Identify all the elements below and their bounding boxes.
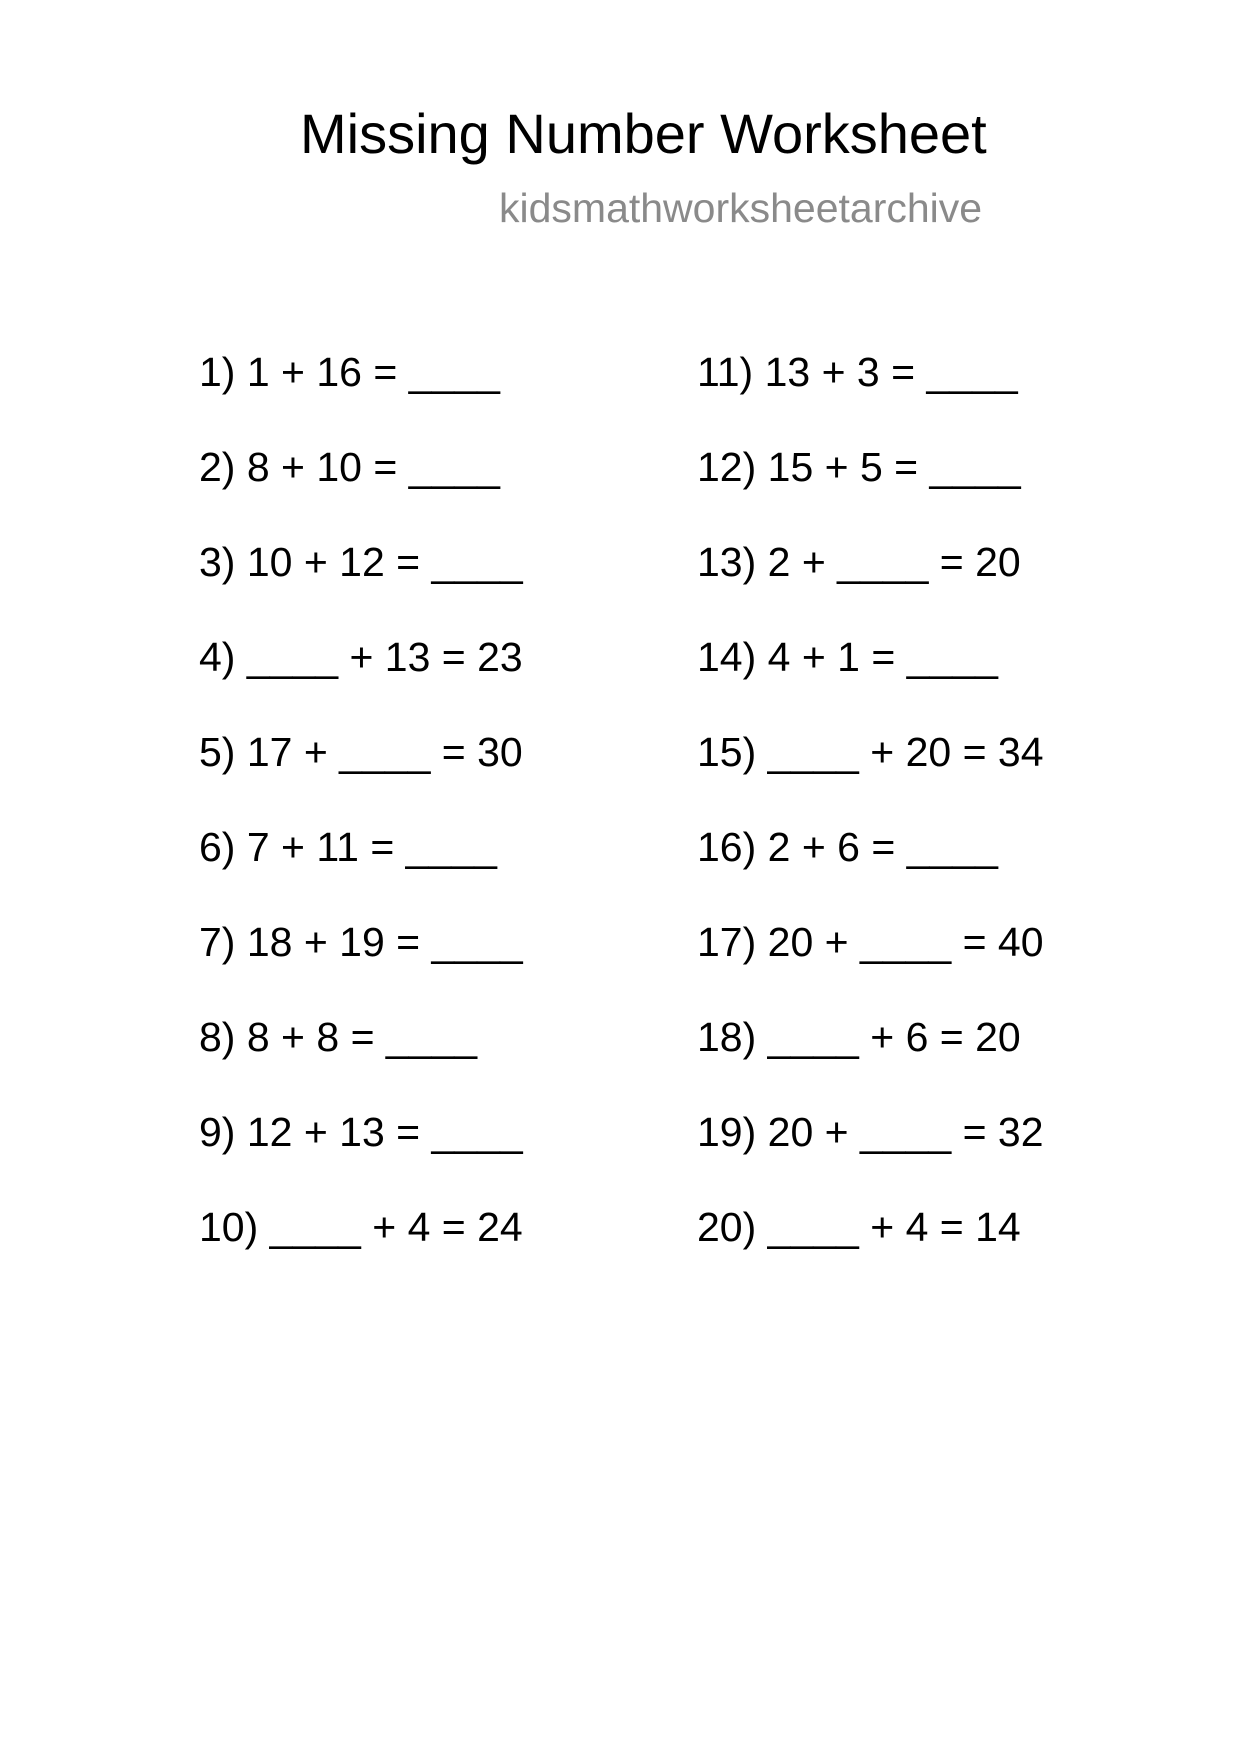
problem-item: 12) 15 + 5 = ____ [697, 444, 1021, 490]
problem-item: 17) 20 + ____ = 40 [697, 919, 1044, 965]
problem-item: 14) 4 + 1 = ____ [697, 634, 998, 680]
problem-item: 8) 8 + 8 = ____ [199, 1014, 478, 1060]
problem-item: 20) ____ + 4 = 14 [697, 1204, 1021, 1250]
worksheet-title: Missing Number Worksheet [300, 102, 987, 165]
worksheet-source-label: kidsmathworksheetarchive [499, 185, 983, 231]
problem-item: 2) 8 + 10 = ____ [199, 444, 500, 490]
problem-item: 9) 12 + 13 = ____ [199, 1109, 523, 1155]
problem-item: 16) 2 + 6 = ____ [697, 824, 998, 870]
problem-item: 6) 7 + 11 = ____ [199, 824, 497, 870]
problem-item: 11) 13 + 3 = ____ [697, 349, 1018, 395]
problem-item: 5) 17 + ____ = 30 [199, 729, 523, 775]
problem-item: 13) 2 + ____ = 20 [697, 539, 1021, 585]
problem-item: 18) ____ + 6 = 20 [697, 1014, 1021, 1060]
problem-item: 4) ____ + 13 = 23 [199, 634, 523, 680]
problem-item: 10) ____ + 4 = 24 [199, 1204, 523, 1250]
problem-item: 3) 10 + 12 = ____ [199, 539, 523, 585]
problem-item: 1) 1 + 16 = ____ [199, 349, 500, 395]
problem-item: 7) 18 + 19 = ____ [199, 919, 523, 965]
problem-item: 19) 20 + ____ = 32 [697, 1109, 1044, 1155]
problem-item: 15) ____ + 20 = 34 [697, 729, 1044, 775]
